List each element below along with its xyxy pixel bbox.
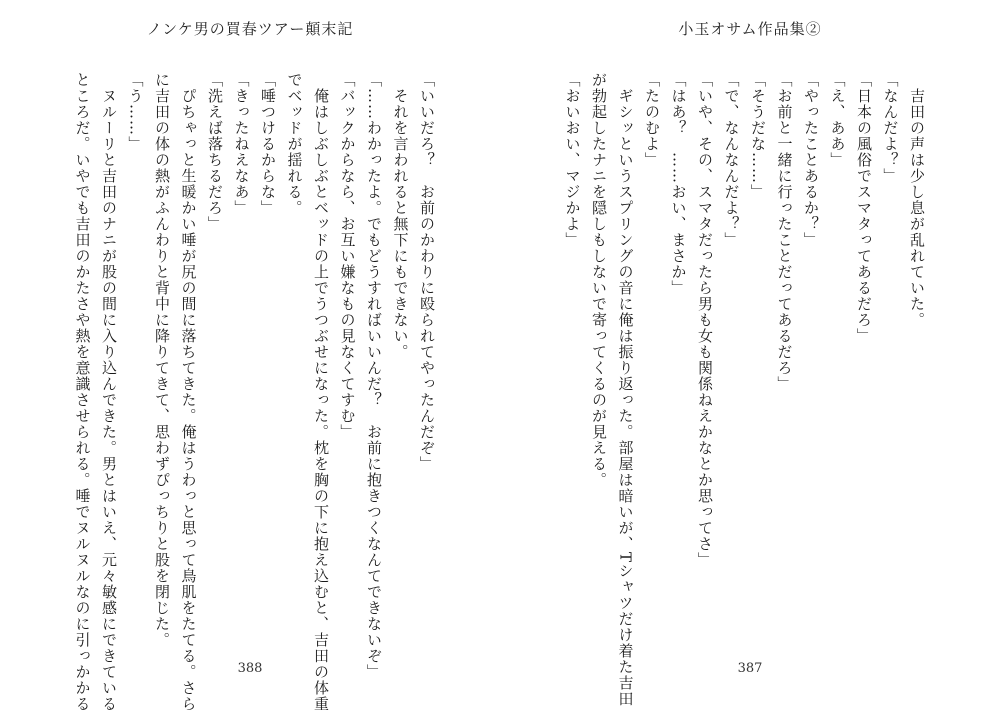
page-number-left: 388 <box>237 661 263 676</box>
text-line: 「たのむよ」 <box>643 72 661 168</box>
text-line: ヌルーリと吉田のナニが股の間に入り込んできた。男とはいえ、元々敏感にできている <box>100 72 118 712</box>
running-head-left: ノンケ男の買春ツアー顛末記 <box>146 20 354 38</box>
text-line: 「いいだろ？ お前のかわりに殴られてやったんだぞ」 <box>418 72 436 472</box>
text-line: 「おいおい、マジかよ」 <box>563 72 582 248</box>
text-line: ギシッというスプリングの音に俺は振り返った。部屋は暗いが、Tシャツだけ着た吉田 <box>616 72 635 708</box>
text-line: ぴちゃっと生暖かい唾が尻の間に落ちてきた。俺はうわっと思って鳥肌をたてる。さら <box>179 72 198 712</box>
text-line: ところだ。いやでも吉田のかたさや熱を意識させられる。唾でヌルヌルなのに引っかかる <box>73 72 92 712</box>
text-line: 俺はしぶしぶとベッドの上でうつぶせになった。枕を胸の下に抱え込むと、吉田の体重 <box>312 72 330 712</box>
right-page <box>500 0 1000 709</box>
text-line: それを言われると無下にもできない。 <box>391 72 410 360</box>
text-line: 「う……」 <box>126 72 145 152</box>
text-line: 「いや、その、スマタだったら男も女も関係ねえかなとか思ってさ」 <box>696 72 714 568</box>
text-line: 「やったことあるか？」 <box>802 72 820 248</box>
text-line: 「日本の風俗でスマタってあるだろ」 <box>855 72 873 344</box>
text-line: 「で、なんなんだよ？」 <box>722 72 741 248</box>
running-head-right: 小玉オサム作品集② <box>678 20 822 38</box>
text-line: 「そうだな……」 <box>749 72 767 200</box>
text-line: に吉田の体の熱がふんわりと背中に降りてきて、思わずぴっちりと股を閉じた。 <box>153 72 171 648</box>
text-line: 「なんだよ？」 <box>881 72 900 184</box>
text-line: 吉田の声は少し息が乱れていた。 <box>908 72 926 328</box>
text-line: 「お前と一緒に行ったことだってあるだろ」 <box>775 72 794 392</box>
text-line: 「え、ああ」 <box>828 72 847 168</box>
text-line: 「はあ？ ……おい、まさか」 <box>669 72 688 296</box>
text-line: が勃起したナニを隠しもしないで寄ってくるのが見える。 <box>590 72 608 488</box>
text-line: 「バックからなら、お互い嫌なもの見なくてすむ」 <box>338 72 357 440</box>
text-line: 「……わかったよ。でもどうすればいいんだ？ お前に抱きつくなんてできないぞ」 <box>365 72 383 680</box>
text-line: でベッドが揺れる。 <box>285 72 304 216</box>
text-line: 「きったねえなあ」 <box>232 72 251 216</box>
text-line: 「唾つけるからな」 <box>259 72 277 216</box>
text-line: 「洗えば落ちるだろ」 <box>206 72 224 232</box>
page-number-right: 387 <box>737 661 763 676</box>
